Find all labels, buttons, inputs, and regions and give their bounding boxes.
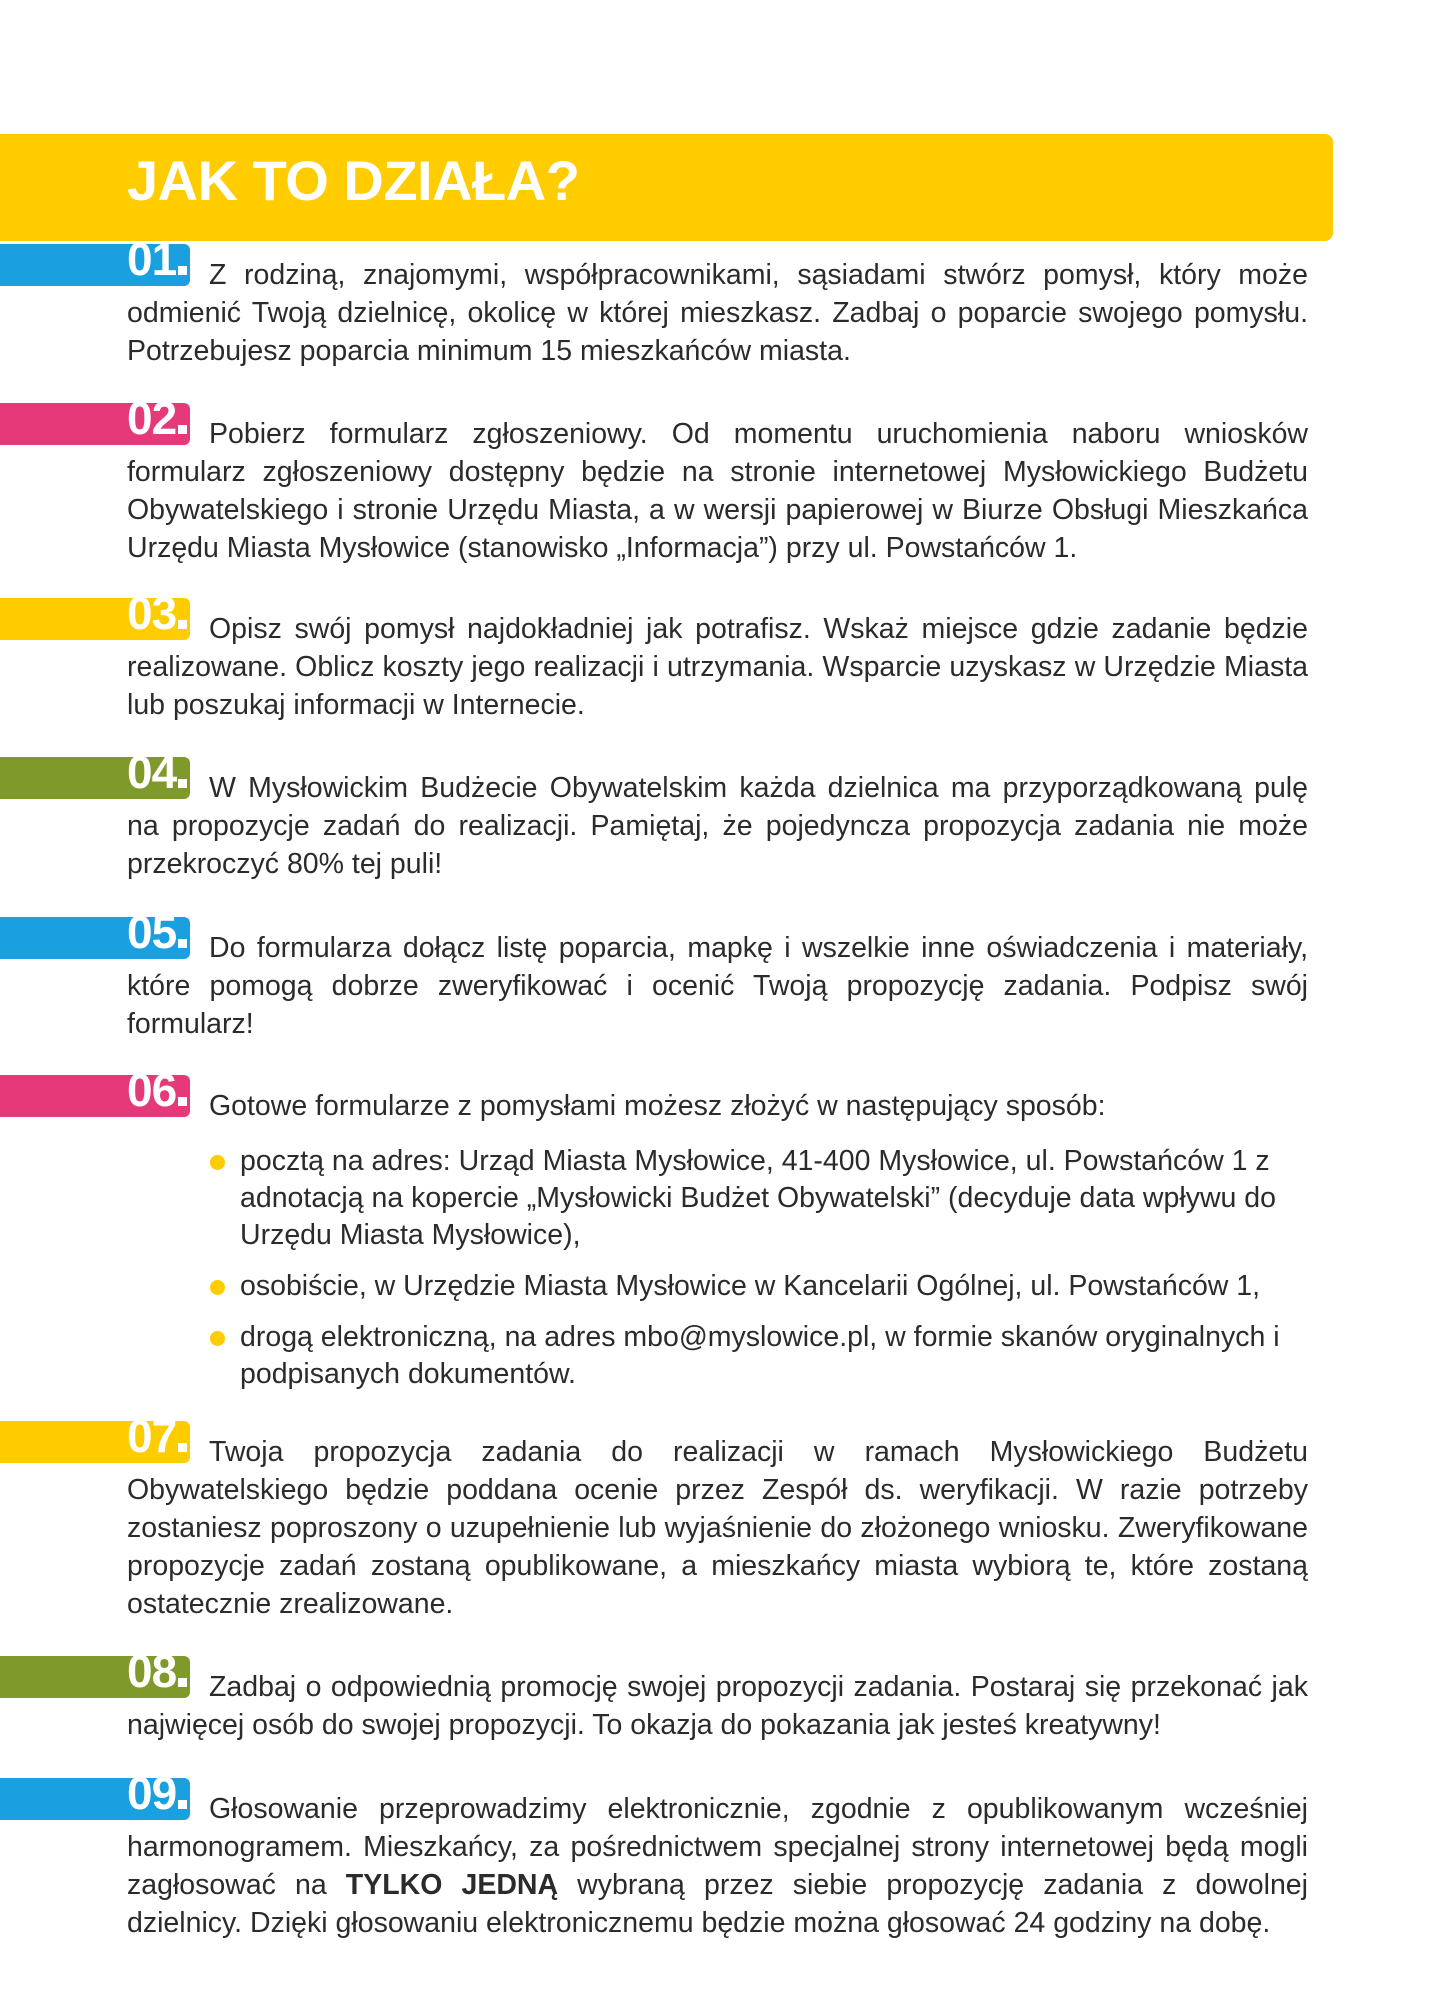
page-title: JAK TO DZIAŁA? (127, 149, 580, 212)
step-text: Z rodziną, znajomymi, współpracownikami, sąsiadami stwórz pomysł, który może odmienić Twoją dzielnicę, okolicę w której mieszkasz. Zadbaj o poparcie swojego pomysłu. Potrzebujesz poparcia minimum 15 mieszkańców miasta. (127, 259, 1308, 367)
step-text: W Mysłowickim Budżecie Obywatelskim każda dzielnica ma przyporządkowaną pulę na propozycje zadań do realizacji. Pamiętaj, że pojedyncza propozycja zadania nie może przekroczyć 80% tej puli! (127, 772, 1308, 880)
step-text: Zadbaj o odpowiednią promocję swojej propozycji zadania. Postaraj się przekonać jak najwięcej osób do swojej propozycji. To okazja do pokazania jak jesteś kreatywny! (127, 1671, 1308, 1741)
submission-methods-list (210, 1143, 1310, 1407)
list-item-text: drogą elektroniczną, na adres mbo@myslowice.pl, w formie skanów oryginalnych i podpisanych dokumentów. (240, 1321, 1280, 1390)
step-text: Gotowe formularze z pomysłami możesz złożyć w następujący sposób: (209, 1090, 1106, 1122)
bullet-dot-icon (210, 1155, 225, 1170)
bullet-dot-icon (210, 1331, 225, 1346)
step-text: Opisz swój pomysł najdokładniej jak potrafisz. Wskaż miejsce gdzie zadanie będzie realizowane. Oblicz koszty jego realizacji i utrzymania. Wsparcie uzyskasz w Urzędzie Miasta lub poszukaj informacji w Internecie. (127, 613, 1308, 721)
step-text (127, 1790, 1308, 1942)
list-item (210, 1319, 1310, 1393)
step-number: 06 (127, 1067, 187, 1113)
bullet-dot-icon (210, 1280, 225, 1295)
step-number: 07 (127, 1413, 187, 1459)
step-text: Twoja propozycja zadania do realizacji w ramach Mysłowickiego Budżetu Obywatelskiego będzie poddana ocenie przez Zespół ds. weryfikacji. W razie potrzeby zostaniesz poproszony o uzupełnienie lub wyjaśnienie do złożonego wniosku. Zweryfikowane propozycje zadań zostaną opublikowane, a mieszkańcy miasta wybiorą te, które zostaną ostatecznie zrealizowane. (127, 1436, 1308, 1620)
step-text-end: wybraną przez siebie propozycję zadania z dowolnej dzielnicy. Dzięki głosowaniu elektronicznemu będzie można głosować 24 godziny na dobę. (127, 1869, 1308, 1939)
step-text-start: Głosowanie przeprowadzimy elektronicznie, zgodnie z opublikowanym wcześniej harmonogramem. Mieszkańcy, za pośrednictwem specjalnej strony internetowej będą mogli zagłosować na (127, 1793, 1308, 1901)
step-number: 01 (127, 236, 187, 282)
list-item-text: osobiście, w Urzędzie Miasta Mysłowice w Kancelarii Ogólnej, ul. Powstańców 1, (240, 1270, 1261, 1302)
step-number: 05 (127, 909, 187, 955)
list-item-text: pocztą na adres: Urząd Miasta Mysłowice, 41-400 Mysłowice, ul. Powstańców 1 z adnotacją na kopercie „Mysłowicki Budżet Obywatelski” (decyduje data wpływu do Urzędu Miasta Mysłowice), (240, 1145, 1276, 1251)
step-number: 02 (127, 395, 187, 441)
step-number: 03 (127, 590, 187, 636)
list-item (210, 1268, 1310, 1305)
list-item (210, 1143, 1310, 1254)
step-number: 08 (127, 1648, 187, 1694)
step-number: 04 (127, 749, 187, 795)
step-number: 09 (127, 1770, 187, 1816)
step-text: Pobierz formularz zgłoszeniowy. Od momentu uruchomienia naboru wniosków formularz zgłoszeniowy dostępny będzie na stronie internetowej Mysłowickiego Budżetu Obywatelskiego i stronie Urzędu Miasta, a w wersji papierowej w Biurze Obsługi Mieszkańca Urzędu Miasta Mysłowice (stanowisko „Informacja”) przy ul. Powstańców 1. (127, 418, 1308, 564)
step-text: Do formularza dołącz listę poparcia, mapkę i wszelkie inne oświadczenia i materiały, które pomogą dobrze zweryfikować i ocenić Twoją propozycję zadania. Podpisz swój formularz! (127, 932, 1308, 1040)
emphasis-text: TYLKO JEDNĄ (345, 1869, 559, 1901)
